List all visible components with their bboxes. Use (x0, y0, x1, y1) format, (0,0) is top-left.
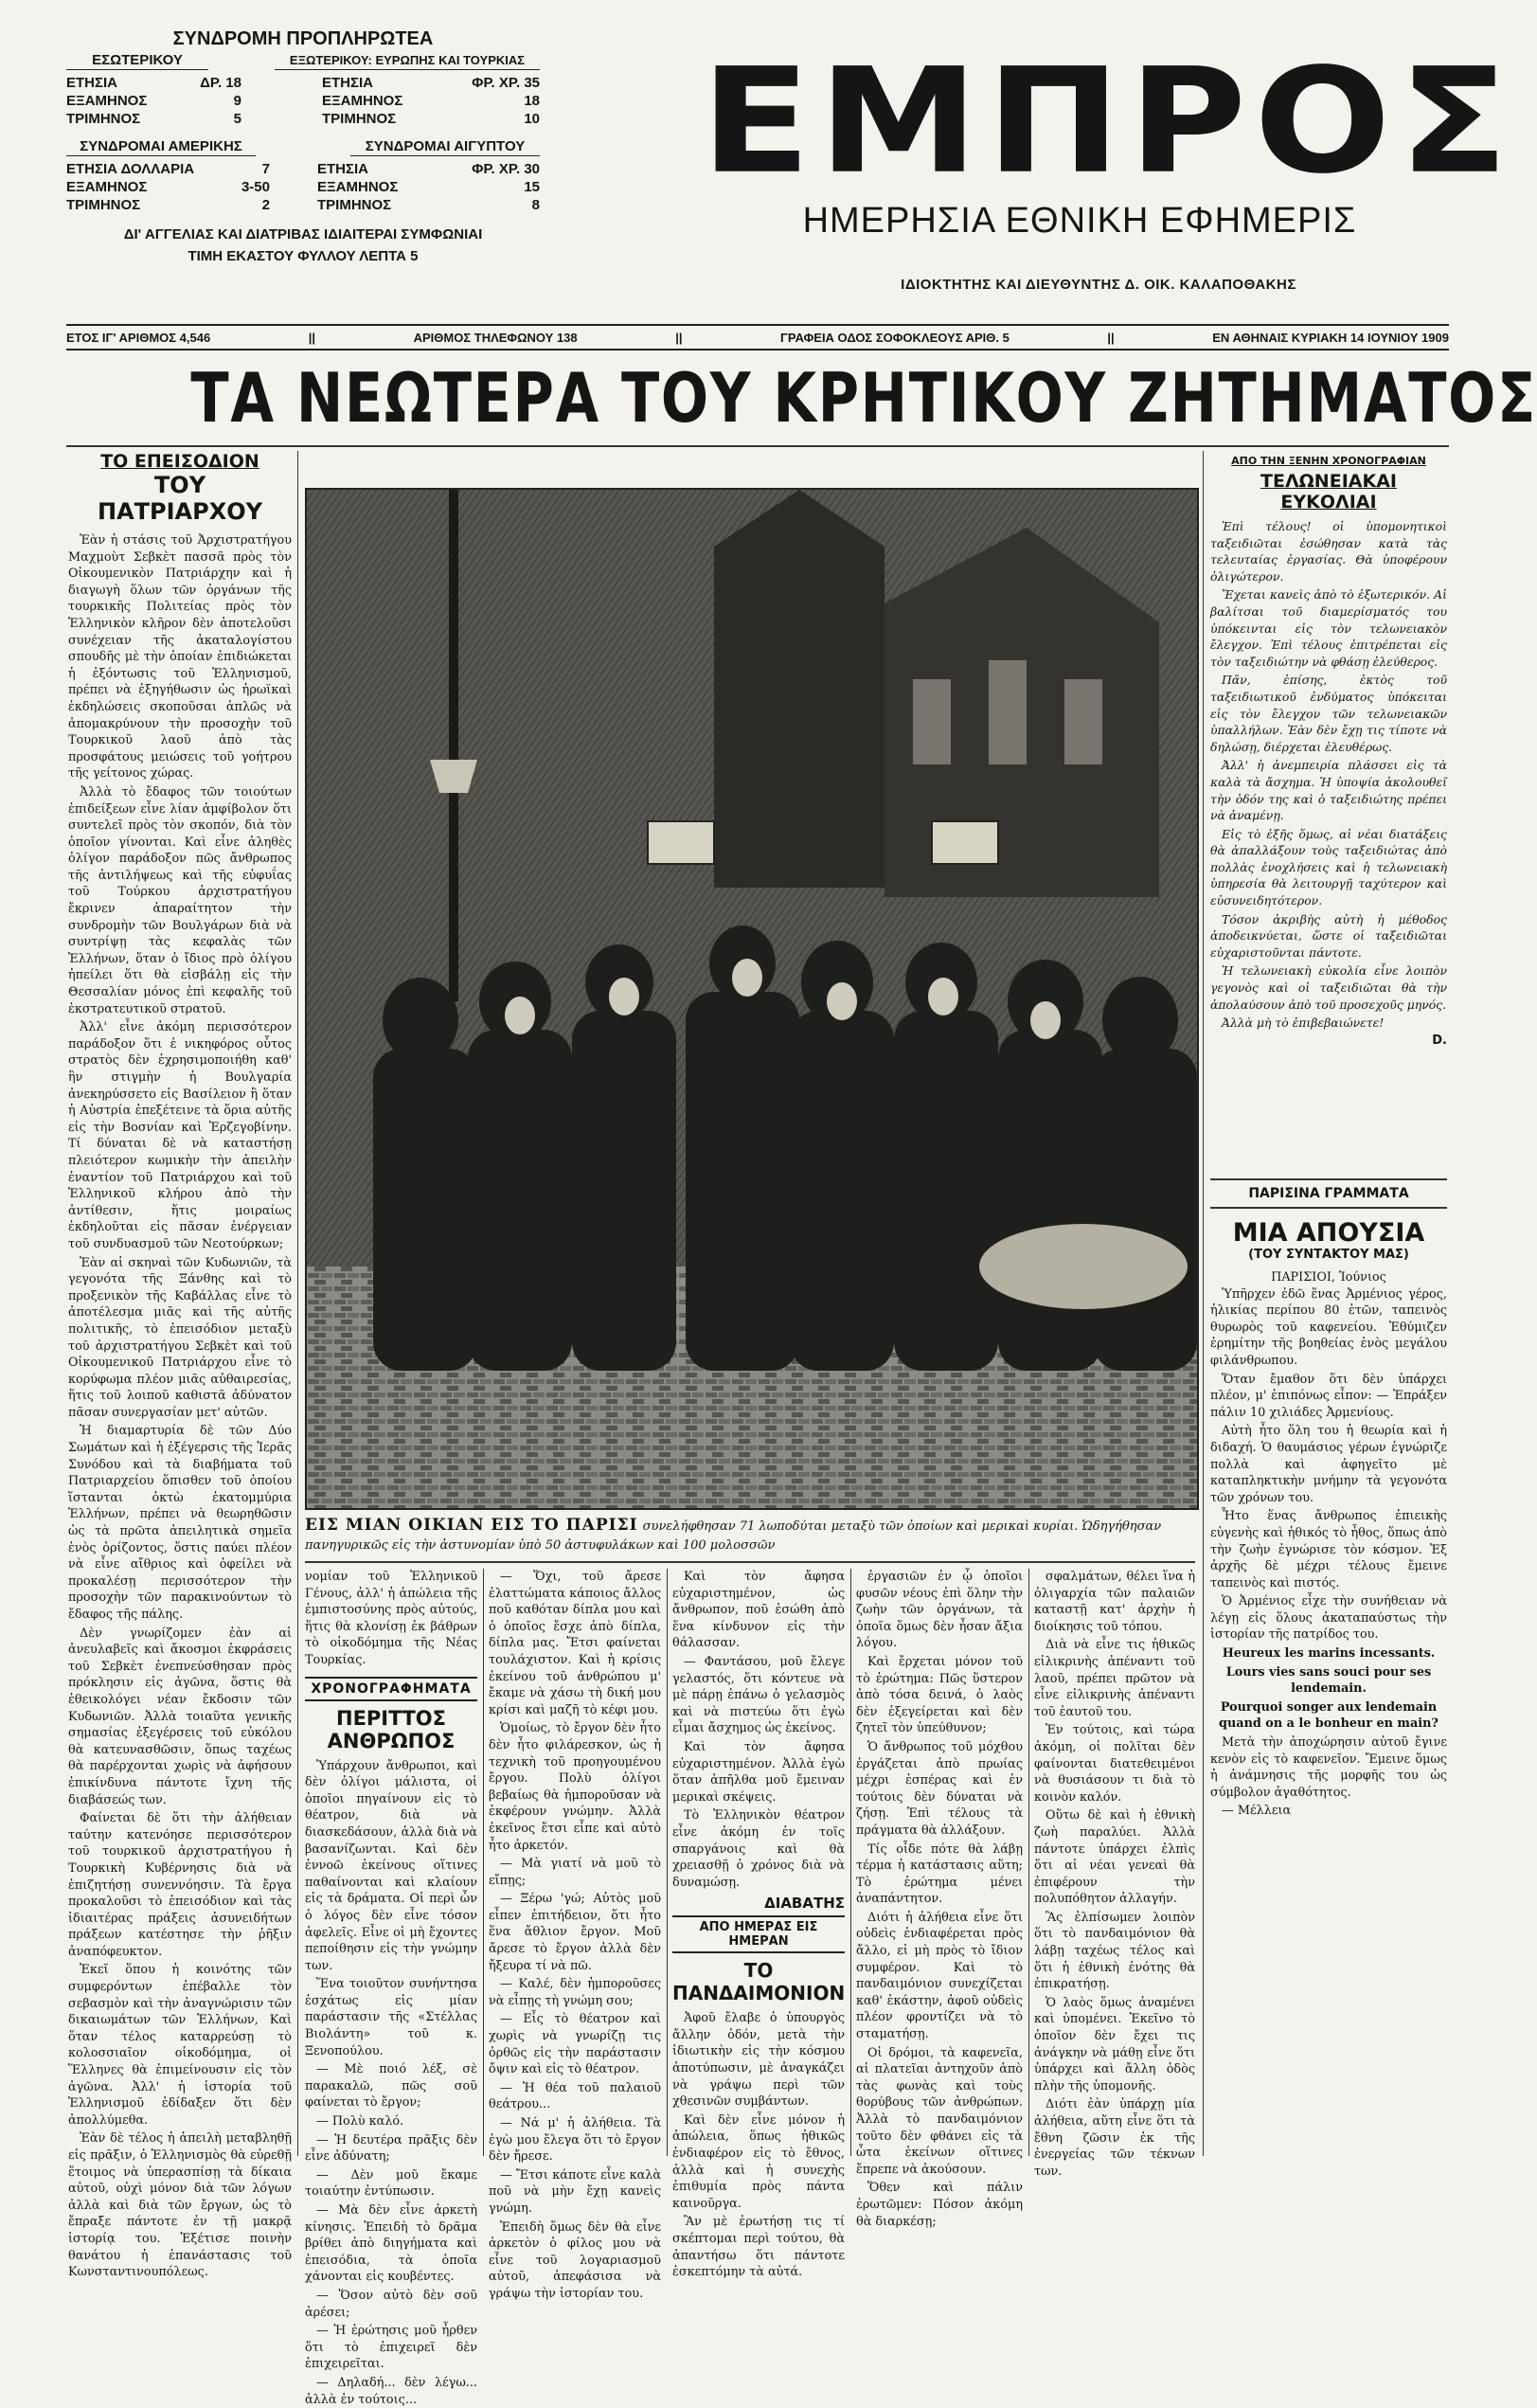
basket-icon (932, 821, 998, 864)
absence-title: ΜΙΑ ΑΠΟΥΣΙΑ (1232, 1218, 1425, 1248)
church-icon (714, 490, 885, 888)
caption-text: συνελήφθησαν 71 λωποδύται μεταξὺ τῶν ὁποίων καὶ μερικαὶ κυρίαι. Ὡδηγήθησαν πανηγυρικῶς εἰς τὴν ἀστυνομίαν ὑπὸ 50 ἀστυφυλάκων καὶ 100 μολοσσῶν (305, 1519, 1162, 1553)
left-article-body: Ἐὰν ἡ στάσις τοῦ Ἀρχιστρατήγου Μαχμοὺτ Σεβκὲτ πασσᾶ πρὸς τὸν Οἰκουμενικὸν Πατριάρχην καὶ ἡ διαγωγὴ ὅλων τῶν ὀργάνων τῆς τουρκικῆς Πολιτείας πρὸς τὸν Ἑλληνικὸν κλῆρον δὲν ἀποτελοῦσι συνέχειαν τῆς ἀκαταλογίστου σπουδῆς μὲ τὴν ὁποίαν ἐπιδιώκεται ἡ ἐξόντωσις τοῦ Ἑλληνισμοῦ, πρέπει νὰ ἐξηγήθωσιν ὡς ἠρωϊκαὶ ἐκδηλώσεις σκοποῦσαι ἁπλῶς νὰ ἀπομακρύνουν τὴν προσοχὴν τοῦ Τουρκικοῦ λαοῦ ἀπὸ τὰς προσφάτους μειώσεις τοῦ γοήτρου τῆς γείτονος χώρας. Ἀλλὰ τὸ ἔδαφος τῶν τοιούτων ἐπιδείξεων εἶνε λίαν ἀμφίβολον ὅτι συντελεῖ πρὸς τὸν σκοπόν, διὰ τὸν ὁποῖον γίνονται. Καὶ εἶνε ἀληθὲς ὀλίγον παράδοξον πῶς ἄνθρωπος τῆς ἀντιλήψεως καὶ τῆς εὐφυΐας τοῦ Τούρκου ἀρχιστρατήγου ἔκρινεν ἀπαραίτητον τὴν συνδρομὴν τῶν Βουλγάρων διὰ νὰ συντρίψῃ τὰς κεφαλὰς τῶν Ἑλλήνων, ὅταν ὁ ἴδιος πρὸ ὀλίγου ἠπείλει ὅτι θὰ εἰσβάλῃ εἰς τὴν Θεσσαλίαν μόνος ἐπὶ κεφαλῆς τοῦ ἐκστρατευτικοῦ στρατοῦ. Ἀλλ' εἶνε ἀκόμη περισσότερον παράδοξον ὅτι ἐ νικηφόρος οὗτος στρατὸς δὲν ἐχρησιμοποιήθη καθ' ἣν στιγμὴν ἡ Βουλγαρία ἀνεκηρύσσετο εἰς Βασίλειον ἢ ὅταν ἡ Αὐστρία ἐπεξέτεινε τὰ ὅρια αὐτῆς εἰς τὴν Βοσνίαν καὶ Ἐρζεγοβίνην. Τί δύναται δὲ νὰ καταστήσῃ πλειότερον κωμικὴν τὴν ἀπειλὴν ἐναντίον τοῦ Πατριάρχου καὶ τοῦ Ἑλληνικοῦ κλήρου ἀπὸ τὴν ἀντίθεσιν, ἥτις μοιραίως ἐκδηλοῦται εἰς πᾶσαν ἐνέργειαν τοῦ συνδυασμοῦ τῶν Νεοτούρκων; Ἐὰν αἱ σκηναὶ τῶν Κυδωνιῶν, τὰ γεγονότα τῆς Ξάνθης καὶ τὸ προξενικὸν τῆς Καβάλλας εἶνε τὸ ἀποτέλεσμα μιᾶς καὶ τῆς αὐτῆς πολιτικῆς, τὸ ἐπεισόδιον μεταξὺ τοῦ ἀρχιστρατήγου Σεβκὲτ καὶ τοῦ Οἰκουμενικοῦ Πατριάρχου εἶνε τὸ κορύφωμα πλέον μιᾶς αὐθαιρεσίας, ἥτις τοῦ λοιποῦ καθιστᾶ ἀδύνατον πᾶσαν συνεργασίαν μετ' αὐτῶν. Ἡ διαμαρτυρία δὲ τῶν Δύο Σωμάτων καὶ ἡ ἐξέγερσις τῆς Ἱερᾶς Συνόδου καὶ τὰ διαβήματα τοῦ Πατριαρχείου ὅπισθεν τοῦ ὁποίου ἵστανται ὀκτὼ ἑκατομμύρια Ἑλλήνων, πρέπει νὰ θεωρηθῶσιν ὡς τὰ πρῶτα ἀπειλητικὰ σημεῖα ἑνὸς ὁρίζοντος, ὅστις παύει πλέον νὰ εἶνε αἴθριος καὶ ὀφείλει νὰ προκαλέσῃ περισσότερον τὴν προσοχὴν τῶν παρακινούντων τὸ ἔδαφος τῆς πάλης. Δὲν γνωρίζομεν ἐὰν αἱ ἀνευλαβεῖς καὶ ἄκοσμοι ἐκφράσεις τοῦ Σεβκὲτ ἐνεπνεύσθησαν πρὸς πρόκλησιν εἰς ἀγῶνα, ὅστις θὰ ἐθεικολόγει νέαν ἔκδοσιν τῶν Κυδωνιῶν. Ἀλλὰ τοιαῦτα γενικῆς σημασίας ἐξεγέρσεις τοῦ εὐκόλου θὰ κατευνασθῶσιν, ὅπως ταχέως θὰ παρέρχονται χωρὶς νὰ ἀφήσουν ἐπικίνδυνα πάντοτε ἴχνη τῆς διαβάσεώς των. Φαίνεται δὲ ὅτι τὴν ἀλήθειαν ταύτην κατενόησε περισσότερον τοῦ τουρκικοῦ ἀρχιστρατήγου ἡ Τουρκικὴ Κυβέρνησις διὰ νὰ ἐπιζητήσῃ συνεννόησιν. Τὰ ἔργα προκαλοῦσι τὸ ἐπεισόδιον καὶ τὰς ἰδιαιτέρας πράξεις ἀσυνειδήτων πράξεων κατέστησε τὴν ῥῆξιν ἀναπόφευκτον. Ἐκεῖ ὅπου ἡ κοινότης τῶν συμφερόντων ἐπέβαλλε τὸν σεβασμὸν καὶ τὴν ἀναγνώρισιν τῶν δικαιωμάτων τῶν Ἑλλήνων, Καὶ ὅταν τέλος καταρρεύσῃ τὸ κολοσσιαῖον οἰκοδόμημα, οἱ Ἕλληνες θὰ ἐπιμείνουσιν εἰς τὸν ἀγῶνα. Ἀλλ' ἡ ἱστορία τοῦ Ἑλληνισμοῦ ἐδίδαξεν ὅτι δὲν ἀπολλύμεθα. Ἐὰν δὲ τέλος ἡ ἀπειλὴ μεταβληθῇ εἰς πρᾶξιν, ὁ Ἑλληνισμὸς θὰ εὑρεθῇ ἕτοιμος νὰ ὑπερασπίσῃ τὰ δίκαια αὐτοῦ, οὐχὶ μόνον διὰ τῶν λόγων ἀλλὰ καὶ διὰ τῶν ἔργων, ὡς τὸ ἔπραξε πάντοτε ἐν τῇ μακρᾷ ἱστορίᾳ του. Ἐξέτισε ποινὴν θανάτου ἡ ἐπανάστασις τοῦ Κωνσταντινουπόλεως. (68, 533, 292, 2280)
right-top-kicker: ΑΠΟ ΤΗΝ ΞΕΝΗΝ ΧΡΟΝΟΓΡΑΦΙΑΝ (1231, 455, 1426, 467)
issue-date: ΕΝ ΑΘΗΝΑΙΣ ΚΥΡΙΑΚΗ 14 ΙΟΥΝΙΟΥ 1909 (1212, 330, 1449, 345)
pandemonium-title: ΤΟ ΠΑΝΔΑΙΜΟΝΙΟΝ (672, 1959, 846, 2005)
phone-number: ΑΡΙΘΜΟΣ ΤΗΛΕΦΩΝΟΥ 138 (413, 330, 578, 345)
chronicles-label: ΧΡΟΝΟΓΡΑΦΗΜΑΤΑ (311, 1680, 472, 1697)
center-column-2: — Ὅχι, τοῦ ἄρεσε ἐλαττώματα κάποιος ἄλλος ποῦ καθόταν δίπλα μου καὶ ὁ ὁποῖος ἔσχε ἀπὸ δίπλα, δίπλα μας. Ἔτσι φαίνεται τουλάχιστον. Καὶ ἡ κρίσις ἐκείνου τοῦ ἀνθρώπου μ' ἔκαμε νὰ χάσω τὴ δική μου κρίσι καὶ μαζῆ τὸ κέφι μου. Ὁμοίως, τὸ ἔργον δὲν ἦτο δὲν ἦτο φιλάρεσκον, ὡς ἡ τεχνικὴ τοῦ προηγουμένου ἔργου. Πολὺ ὁλίγοι βεβαίως θὰ ἠμποροῦσαν νὰ ἐκφέρουν γνώμην. Ἀλλὰ ἐκεῖνος ἔτσι εἶπε καὶ αὐτὸ ἦτο ἀρκετόν. — Μὰ γιατί νὰ μοῦ τὸ εἴπῃς; — Ξέρω 'γώ; Αὐτὸς μοῦ εἶπεν ἐπιτήδειον, ὅτι ἦτο ἕνα ἄθλιον ἔργον. Μοῦ ἄρεσε τὸ ἔργον ἀλλὰ δὲν ἤξευρα τί νὰ πῶ. — Καλέ, δὲν ἠμποροῦσες νὰ εἶπῃς τὴ γνώμη σου; — Εἶς τὸ θέατρον καὶ χωρὶς νὰ γνωρίζῃ τις ὀρθῶς εἰς τὴν παράστασιν ὄψιν καὶ εἰς τὸ θέατρον. — Ἡ θέα τοῦ παλαιοῦ θεάτρου... — Νά μ' ἡ ἀλήθεια. Τὰ ἐγὼ μου ἔλεγα ὅτι τὸ ἔργον δὲν ἤρεσε. — Ἔτσι κάποτε εἶνε καλὰ ποῦ νὰ μὴν ἔχῃ κανεὶς γνώμη. Ἐπειδὴ ὅμως δὲν θὰ εἶνε ἀρκετὸν ὁ φίλος μου νὰ εἶνε τοῦ λογαριασμοῦ αὐτοῦ, ἀπεφάσισα νὰ γράψω τὴν ἱστορίαν του. (489, 1570, 661, 2301)
right-top-article: ΑΠΟ ΤΗΝ ΞΕΝΗΝ ΧΡΟΝΟΓΡΑΦΙΑΝ ΤΕΛΩΝΕΙΑΚΑΙ ΕΥΚΟΛΙΑΙ Ἐπὶ τέλους! οἱ ὑπομονητικοὶ ταξειδιῶται ἐσώθησαν κατὰ τὰς τελευταίας ἐργασίας. Θὰ ὑποφέρουν ὀλιγώτερον. Ἔχεται κανεὶς ἀπὸ τὸ ἐξωτερικόν. Αἱ βαλίτσαι τοῦ διαμερίσματός του ὑπόκεινται εἰς τὸν τελωνειακὸν ἔλεγχον. Ἐπὶ τέλους ἐπιτρέπεται εἰς τὸν ταξειδιώτην νὰ φθάσῃ ἐλεύθερος. Πᾶν, ἐπίσης, ἐκτὸς τοῦ ταξειδιωτικοῦ ἐνδύματος ὑπόκειται εἰς τὸν ἔλεγχον τῶν τελωνειακῶν ὑπαλλήλων. Ἐὰν δὲν ἔχῃ τις τίποτε νὰ δηλώσῃ, διέρχεται ἐλευθέρως. Ἀλλ' ἡ ἀνεμπειρία πλάσσει εἰς τὰ καλὰ τὰ ἄσχημα. Ἡ ὑποψία ἀκολουθεῖ τὴν ὁδόν της καὶ ὁ ταξειδιώτης πρέπει νὰ ἀναμένῃ. Εἰς τὸ ἐξῆς ὅμως, αἱ νέαι διατάξεις θὰ ἀπαλλάξουν τοὺς ταξειδιώτας ἀπὸ πολλὰς ἐνοχλήσεις καὶ ἡ τελωνειακὴ ὑπηρεσία θὰ λειτουργῇ ταχύτερον καὶ εὐσυνειδητότερον. Τόσον ἀκριβὴς αὐτὴ ἡ μέθοδος ἀποδεικνύεται, ὥστε οἱ ταξειδιῶται εὐχαριστοῦνται πάντοτε. Ἡ τελωνειακὴ εὐκολία εἶνε λοιπὸν γεγονὸς καὶ οἱ ταξειδιῶται θὰ τὴν ἀπολαύσουν ἀπὸ τοῦ προσεχοῦς μηνός. Ἀλλὰ μὴ τὸ ἐπιβεβαιώνετε! D. (1210, 455, 1447, 1048)
main-headline: ΤΑ ΝΕΩΤΕΡΑ ΤΟΥ ΚΡΗΤΙΚΟΥ ΖΗΤΗΜΑΤΟΣ (190, 358, 1537, 438)
domestic-rates: ΕΤΗΣΙΑ ΔΡ. 18 ΕΞΑΜΗΝΟΣ 9 ΤΡΙΜΗΝΟΣ 5 (66, 75, 241, 127)
day-to-day-label: ΑΠΟ ΗΜΕΡΑΣ ΕΙΣ ΗΜΕΡΑΝ (699, 1920, 818, 1950)
domestic-label: ΕΣΩΤΕΡΙΚΟΥ (66, 51, 208, 70)
center-column-4: ἐργασιῶν ἐν ᾧ ὁποῖοι φυσῶν νέους ἐπὶ ὅλην τὴν ζωὴν τῶν ὀργάνων, τὰ ὁποῖα ὅμως δὲν ἦσαν ἄξια λόγου. Καὶ ἔρχεται μόνον τοῦ τὸ ἐρώτημα: Πῶς ὕστερον ἀπὸ τόσα δεινά, ὁ λαὸς δὲν ἐξεγείρεται καὶ δὲν ζητεῖ τὸν ὑπεύθυνον; Ὁ ἄνθρωπος τοῦ μόχθου ἐργάζεται ἀπὸ πρωίας μέχρι ἑσπέρας καὶ ἐν τούτοις δὲν δύναται νὰ ζήσῃ. Ἐπὶ τέλους τὰ πράγματα θὰ ἀλλάξουν. Τίς οἶδε πότε θὰ λάβῃ τέρμα ἡ κατάστασις αὕτη; Τὸ ἐρώτημα μένει ἀναπάντητον. Διότι ἡ ἀλήθεια εἶνε ὅτι οὐδεὶς ἐνδιαφέρεται πρὸς ἄλλο, εἰ μὴ πρὸς τὸ ἴδιον συμφέρον. Καὶ τὸ πανδαιμόνιον συνεχίζεται καθ' ἑκάστην, ἀφοῦ οὐδεὶς πλέον φροντίζει νὰ τὸ σταματήσῃ. Οἱ δρόμοι, τὰ καφενεῖα, αἱ πλατεῖαι ἀντηχοῦν ἀπὸ τὰς φωνὰς καὶ τοὺς θορύβους τῶν ἀνθρώπων. Ἀλλὰ τὸ πανδαιμόνιον τοῦτο δὲν φθάνει εἰς τὰ ὦτα ἐκείνων οἵτινες ἔπρεπε νὰ ἀκούσουν. Ὅθεν καὶ πάλιν ἐρωτῶμεν: Πόσον ἀκόμη θὰ διαρκέσῃ; (856, 1570, 1023, 2229)
caption-title: ΕΙΣ ΜΙΑΝ ΟΙΚΙΑΝ ΕΙΣ ΤΟ ΠΑΡΙΣΙ (305, 1516, 638, 1535)
left-article (68, 451, 292, 2280)
offices-address: ΓΡΑΦΕΙΑ ΟΔΟΣ ΣΟΦΟΚΛΕΟΥΣ ΑΡΙΘ. 5 (780, 330, 1010, 345)
dateline-bar: ΕΤΟΣ ΙΓ' ΑΡΙΘΜΟΣ 4,546 || ΑΡΙΘΜΟΣ ΤΗΛΕΦΩΝΟΥ 138 || ΓΡΑΦΕΙΑ ΟΔΟΣ ΣΟΦΟΚΛΕΟΥΣ ΑΡΙΘ. 5 || ΕΝ ΑΘΗΝΑΙΣ ΚΥΡΙΑΚΗ 14 ΙΟΥΝΙΟΥ 1909 (66, 324, 1449, 350)
foreign-label: ΕΞΩΤΕΡΙΚΟΥ: ΕΥΡΩΠΗΣ ΚΑΙ ΤΟΥΡΚΙΑΣ (275, 51, 540, 70)
left-article-title: ΤΟΥ ΠΑΤΡΙΑΡΧΟΥ (98, 472, 262, 525)
year-issue: ΕΤΟΣ ΙΓ' ΑΡΙΘΜΟΣ 4,546 (66, 330, 211, 345)
center-column-3: Καὶ τὸν ἄφησα εὐχαριστημένον, ὡς ἄνθρωπον, ποῦ ἐσώθη ἀπὸ ἕνα κίνδυνον εἰς τὴν θάλασσαν. — Φαντάσου, μοῦ ἔλεγε γελαστός, ὅτι κόντευε νὰ μὲ πάρῃ ἐπάνω ὁ γελασμὸς καὶ νὰ πιστεύω ὅτι ἐγὼ εἶμαι ἄσχημος ὡς ἐκείνος. Καὶ τὸν ἄφησα εὐχαριστημένον. Ἀλλὰ ἐγὼ ὅταν ἀπῆλθα μοῦ ἔμειναν μερικαὶ σκέψεις. Τὸ Ἑλληνικὸν θέατρον εἶνε ἀκόμη ἐν τοῖς σπαργάνοις καὶ θὰ χρειασθῇ ὁ χρόνος διὰ νὰ δυναμώσῃ. ΔΙΑΒΑΤΗΣ ΑΠΟ ΗΜΕΡΑΣ ΕΙΣ ΗΜΕΡΑΝ ΤΟ ΠΑΝΔΑΙΜΟΝΙΟΝ Ἀφοῦ ἔλαβε ὁ ὑπουργὸς ἄλλην ὁδόν, μετὰ τὴν ἰδιωτικὴν εἰς τὴν κόσμου ἀποτύπωσιν, μὲ ἀναγκάζει νὰ γράψω περὶ τῶν χθεσινῶν συμβάντων. Καὶ δὲν εἶνε μόνον ἡ ἀπώλεια, ὅπως ἠθικῶς ἐνδιαφέρον εἰς τὸ ἔθνος, ἀλλὰ καὶ ἡ συνεχὴς ἐπιθυμία πρὸς πάντα καινοῦργα. Ἂν μὲ ἐρωτήσῃ τις τί σκέπτομαι περὶ τούτου, θὰ ἀπαντήσω ὅτι πάντοτε ἐσκεπτόμην τὰ αὐτά. (672, 1570, 846, 2280)
right-top-signature: D. (1432, 1033, 1447, 1048)
chronicle-title: ΠΕΡΙΤΤΟΣ ΑΝΘΡΩΠΟΣ (327, 1706, 456, 1752)
egypt-label: ΣΥΝΔΡΟΜΑΙ ΑΙΓΥΠΤΟΥ (350, 137, 540, 156)
subscription-box (66, 28, 540, 265)
egypt-rates: ΕΤΗΣΙΑ ΦΡ. ΧΡ. 30 ΕΞΑΜΗΝΟΣ 15 ΤΡΙΜΗΝΟΣ 8 (317, 161, 540, 213)
america-rates: ΕΤΗΣΙΑ ΔΟΛΛΑΡΙΑ 7 ΕΞΑΜΗΝΟΣ 3-50 ΤΡΙΜΗΝΟΣ 2 (66, 161, 270, 213)
right-bottom-article: ΠΑΡΙΣΙΝΑ ΓΡΑΜΜΑΤΑ ΜΙΑ ΑΠΟΥΣΙΑ (ΤΟΥ ΣΥΝΤΑΚΤΟΥ ΜΑΣ) ΠΑΡΙΣΙΟΙ, Ἰούνιος Ὑπῆρχεν ἐδῶ ἕνας Ἀρμένιος γέρος, ἡλικίας περίπου 80 ἐτῶν, ταπεινὸς θυρωρὸς τοῦ καφενείου. Ἐθύμιζεν ἐρημίτην τῆς βοηθείας ἐνὸς μεγάλου φιλάνθρωπου. Ὅταν ἔμαθον ὅτι δὲν ὑπάρχει πλέον, μ' ἐπιπόνως εἶπον: — Ἐπράξεν πάλιν 10 χιλιάδες Ἀρμενίους. Αὐτὴ ἦτο ὅλη του ἡ θεωρία καὶ ἡ διδαχή. Ὁ θαυμάσιος γέρων ἐγνώριζε πολλὰ καὶ ἀφηγεῖτο μὲ καταπληκτικὴν μνήμην τὰ γεγονότα τῶν χρόνων του. Ἦτο ἕνας ἄνθρωπος ἐπιεικὴς εὐγενὴς καὶ ἠθικός τὸ ἦθος, ὅπως ἀπὸ τὴν ζωὴν ἐγνώρισε τὸν κόσμον. Ἐξ ἀρχῆς δὲ μέχρι τέλους ἔμεινε ταπεινὸς καὶ πιστός. Ὁ Ἀρμένιος εἶχε τὴν συνήθειαν νὰ λέγῃ εἰς ὅλους ἀκαταπαύστως τὴν ἱστορίαν τῆς πατρίδος του. Heureux les marins incessants. Lours vies sans souci pour ses lendemain. Pourquoi songer aux lendemain quand on a le bonheur en main? Μετὰ τὴν ἀποχώρησιν αὐτοῦ ἔγινε κενὸν εἰς τὸ καφενεῖον. Ἔμεινε ὅμως ἡ ἀνάμνησις τῆς μορφῆς του ὡς σύμβολον ἀγαθότητος. — Μέλλεια (1210, 1186, 1447, 1819)
price-note: ΤΙΜΗ ΕΚΑΣΤΟΥ ΦΥΛΛΟΥ ΛΕΠΤΑ 5 (188, 248, 419, 264)
ads-note: ΔΙ' ΑΓΓΕΛΙΑΣ ΚΑΙ ΔΙΑΤΡΙΒΑΣ ΙΔΙΑΙΤΕΡΑΙ ΣΥΜΦΩΝΙΑΙ (123, 226, 483, 243)
engraving-caption (305, 1516, 1195, 1553)
chronicle-byline: ΔΙΑΒΑΤΗΣ (764, 1895, 845, 1913)
absence-subtitle: (ΤΟΥ ΣΥΝΤΑΚΤΟΥ ΜΑΣ) (1248, 1248, 1409, 1262)
subscription-title: ΣΥΝΔΡΟΜΗ ΠΡΟΠΛΗΡΩΤΕΑ (172, 28, 434, 49)
center-column-1: νομίαν τοῦ Ἑλληνικοῦ Γένους, ἀλλ' ἡ ἀπώλεια τῆς ἐμπιστοσύνης πρὸς αὐτούς, ἥτις θὰ κλονίσῃ ἐκ βάθρων τὸ οἰκοδόμημα τῆς Νέας Τουρκίας. ΧΡΟΝΟΓΡΑΦΗΜΑΤΑ ΠΕΡΙΤΤΟΣ ΑΝΘΡΩΠΟΣ Ὑπάρχουν ἄνθρωποι, καὶ δὲν ὀλίγοι μάλιστα, οἱ ὁποῖοι πηγαίνουν εἰς τὸ θέατρον, διὰ νὰ διασκεδάσουν, ἀλλὰ διὰ νὰ βασανίζωνται. Καὶ δὲν ἐννοῶ ἐκείνους οἵτινες παθαίνονται καὶ κλαίουν εἰς τὰ δράματα. Οἱ περὶ ὧν ὁ λόγος δὲν εἶνε τόσον ἀφελεῖς. Εἶνε οἱ μὴ ἔχοντες πεποίθησιν εἰς τὴν γνώμην των. Ἕνα τοιοῦτον συνήντησα ἐσχάτως εἰς μίαν παράστασιν τῆς «Στέλλας Βιολάντη» τοῦ κ. Ξενοπούλου. — Μὲ ποιό λέξ, σὲ παρακαλῶ, πῶς σοῦ φαίνεται τὸ ἔργον; — Πολὺ καλό. — Ἡ δευτέρα πρᾶξις δὲν εἶνε ἀδύνατη; — Δὲν μοῦ ἔκαμε τοιαύτην ἐντύπωσιν. — Μὰ δὲν εἶνε ἀρκετὴ κίνησις. Ἐπειδὴ τὸ δρᾶμα βρίθει ἀπὸ διηγήματα καὶ ἐπεισόδια, τὰ ὁποῖα χάνονται εἰς κουβέντες. — Ὅσον αὐτὸ δὲν σοῦ ἀρέσει; — Ἡ ἐρώτησις μοῦ ἦρθεν ὅτι τὸ ἐπιχειρεῖ δὲν ἐπιχειρεῖται. — Δηλαδή... δὲν λέγω... ἀλλὰ ἐν τούτοις... (305, 1570, 477, 2407)
center-column-5: σφαλμάτων, θέλει ἵνα ἡ ὀλιγαρχία τῶν παλαιῶν καταστῇ κατ' ἀρχὴν ἡ διοίκησις τοῦ τόπου. Διὰ νὰ εἶνε τις ἠθικῶς εἰλικρινὴς ἀπέναντι τοῦ λαοῦ, πρέπει πρῶτον νὰ εἶνε εἰλικρινὴς ἀπέναντι τοῦ ἑαυτοῦ του. Ἐν τούτοις, καὶ τώρα ἀκόμη, οἱ πολῖται δὲν φαίνονται διατεθειμένοι νὰ θυσιάσουν τι διὰ τὸ κοινὸν καλόν. Οὕτω δὲ καὶ ἡ ἐθνικὴ ζωὴ παραλύει. Ἀλλὰ πάντοτε ὑπάρχει ἐλπὶς ὅτι αἱ νέαι γενεαὶ θὰ ἐπιφέρουν τὴν πολυπόθητον ἀλλαγήν. Ἂς ἐλπίσωμεν λοιπὸν ὅτι τὸ πανδαιμόνιον θὰ λάβῃ ταχέως τέλος καὶ ὅτι ἡ ἐθνικὴ ἐνότης θὰ ἐπικρατήσῃ. Ὁ λαὸς ὅμως ἀναμένει καὶ ὑπομένει. Ἐκεῖνο τὸ ὁποῖον δὲν ἔχει τις ἀνάγκην νὰ μάθῃ εἶνε ὅτι ὑπάρχει καὶ ἄλλη ὁδὸς πλὴν τῆς ὑπομονῆς. Διότι ἐὰν ὑπάρχῃ μία ἀλήθεια, αὕτη εἶνε ὅτι τὰ ἔθνη ζῶσιν ἐκ τῆς ἐνεργείας τῶν τέκνων των. (1034, 1570, 1195, 2179)
america-label: ΣΥΝΔΡΟΜΑΙ ΑΜΕΡΙΚΗΣ (66, 137, 256, 156)
masthead-title: ΕΜΠΡΟΣ (701, 37, 1516, 207)
engraving-illustration (307, 490, 1197, 1508)
foreign-rates: ΕΤΗΣΙΑ ΦΡ. ΧΡ. 35 ΕΞΑΜΗΝΟΣ 18 ΤΡΙΜΗΝΟΣ 10 (322, 75, 540, 127)
masthead-owner: ΙΔΙΟΚΤΗΤΗΣ ΚΑΙ ΔΙΕΥΘΥΝΤΗΣ Δ. ΟΙΚ. ΚΑΛΑΠΟΘΑΚΗΣ (901, 277, 1296, 293)
paris-raid-engraving (305, 488, 1199, 1510)
masthead-tagline: ΗΜΕΡΗΣΙΑ ΕΘΝΙΚΗ ΕΦΗΜΕΡΙΣ (802, 201, 1357, 241)
left-article-kicker: ΤΟ ΕΠΕΙΣΟΔΙΟΝ (100, 451, 259, 472)
paris-letters-label: ΠΑΡΙΣΙΝΑ ΓΡΑΜΜΑΤΑ (1248, 1186, 1409, 1201)
lamp-post-icon (449, 490, 458, 1001)
basket-icon (648, 821, 714, 864)
dog-icon (979, 1224, 1188, 1309)
right-top-title: ΤΕΛΩΝΕΙΑΚΑΙ ΕΥΚΟΛΙΑΙ (1260, 471, 1397, 512)
absence-dateline: ΠΑΡΙΣΙΟΙ, Ἰούνιος (1271, 1270, 1386, 1285)
